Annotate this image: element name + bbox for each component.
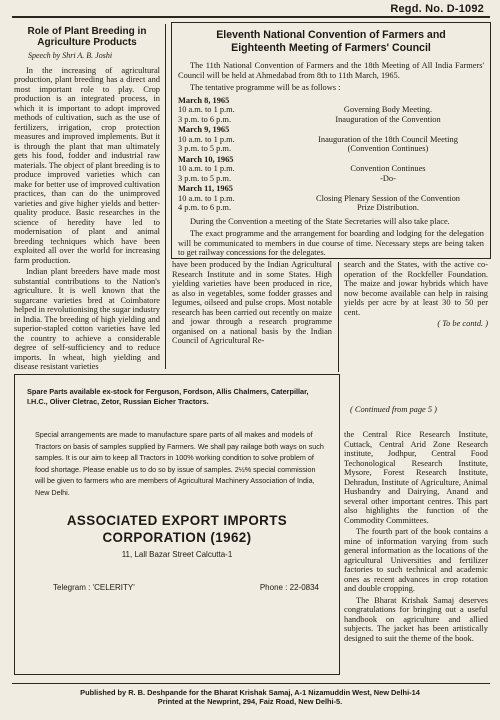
continued-column [344,430,488,643]
publisher-footer [0,688,500,706]
plant-breeding-article [14,26,160,372]
publisher-line: Published by R. B. Deshpande for the Bharat Krishak Samaj, A-1 Nizamuddin West, New Delhi-14 [80,688,420,697]
article-byline: Speech by Shri A. B. Joshi [28,51,113,60]
footer-rule [12,683,490,684]
continued-paragraph: The Bharat Krishak Samaj deserves congratulations for bringing out a useful handbook on agriculture and allied subjects. The jacket has been artistically designed to suit the theme of the book. [344,595,488,643]
programme-lead: The tentative programme will be as follows : [190,83,341,92]
schedule-row: 10 a.m. to 1 p.m. Convention Continues [178,164,426,173]
schedule-date: March 8, 1965 [178,95,230,105]
printer-line: Printed at the Newprint, 294, Faiz Road, New Delhi-5. [157,697,343,706]
schedule-date: March 10, 1965 [178,154,234,164]
ad-company-name: ASSOCIATED EXPORT IMPORTS CORPORATION (1962) [66,513,288,545]
ad-body: Special arrangements are made to manufacture spare parts of all makes and models of Tractors on basis of samples supplied by Farmers. We shall pay railage both ways on such samples. It is our aim to keep all Tractors in 100% working condition to solve problem of food shortage. Please enable us to do so by issue of samples. 2½% special commission will be given to farmers who are members of Agricultural Machinery Association of India, New Delhi. [35,430,324,497]
header-rule [12,16,490,18]
column-divider [165,24,166,369]
arrangements-note: The exact programme and the arrangement for boarding and lodging for the delegation will be communicated to members in due course of time. Necessary steps are being taken to get railway concessions for the delegates. [178,229,484,257]
ad-address: 11, Lall Bazar Street Calcutta-1 [121,550,233,559]
continued-label: ( Continued from page 5 ) [350,405,437,414]
article-paragraph: In the increasing of agricultural production, plant breeding has a direct and most important role to play. Crop production is an integrated process, in which it is important to adopt improved methods of cultivation, such as the use of fertilizers, irrigation, crop protection measures and improved implements. But it is through the plant that man ultimately gets his food, fodder and industrial raw materials. The object of plant breeding is to produce improved varieties which can make for better use of improved cultivation practices, than can do the unimproved varieties and give higher yields and better-quality produce. Basic researches in the science of heredity have led to modernisation of plant and animal breeding techniques which have been exploited all over the world for increasing farm production. [14,65,160,265]
convention-notice-box [171,22,491,259]
schedule-date: March 9, 1965 [178,125,230,134]
convention-intro: The 11th National Convention of Farmers and the 18th Meeting of All India Farmers' Council will be held at Ahmedabad from 8th to 11th March, 1965. [178,61,484,80]
middle-column [172,260,332,346]
continued-paragraph: The fourth part of the book contains a mine of information varying from such general information as the locations of the agricultural Universities and fertilizer factories to such technical and academic ones as recent advances in crop rotation and double cropping. [344,527,488,593]
spare-parts-advertisement [14,374,340,675]
schedule-row: 10 a.m. to 1 p.m. Closing Plenary Session of the Convention [178,193,460,203]
right-upper-text: search and the States, with the active co-operation of the Rockfeller Foundation. The maize and jowar hybrids which have now become available can help in raising yields per acre by at least 30 to 50 per cent. [344,260,488,317]
schedule-row: 10 a.m. to 1 p.m. Governing Body Meeting. [178,105,433,114]
ad-headline: Spare Parts available ex-stock for Ferguson, Fordson, Allis Chalmers, Caterpillar, I.H.C., Oliver Cletrac, Zetor, Russian Eicher Tractors. [27,387,309,406]
ad-contact [53,583,319,592]
continued-paragraph: the Central Rice Research Institute, Cuttack, Central Arid Zone Research institute, Jodhpur, Central Food Techonological Research Institute, Mysore, Forest Research Institute, Dehradun, Institute of Agriculture, Animal Husbandry and Dairying, Anand and several other important centres. This part also highlights the function of the Commodity Committees. [344,430,488,525]
to-be-continued: ( To be contd. ) [437,319,488,328]
schedule-row: 3 p.m. to 5 p.m. (Convention Continues) [178,144,429,153]
programme-schedule [178,96,484,213]
right-upper-column [344,260,488,329]
schedule-row: 3 p.m. to 5 p.m. -Do- [178,173,396,183]
ad-phone: Phone : 22-0834 [259,583,319,592]
column-divider [338,262,339,372]
convention-title: Eleventh National Convention of Farmers and Eighteenth Meeting of Farmers' Council [216,29,446,54]
schedule-date: March 11, 1965 [178,184,233,193]
schedule-row: 10 a.m. to 1 p.m. Inauguration of the 18th Council Meeting [178,134,458,144]
secretaries-note: During the Convention a meeting of the State Secretaries will also take place. [190,216,450,226]
middle-column-text: have been produced by the Indian Agricultural Research Institute and in some States. High yielding varieties have been produced in rice, as also in vegetables, some fodder grasses and legumes, oilseed and pulse crops. Most notable research has been carried out recently on maize and jowar through a research programme organised on a national basis by the Indian Council of Agricultural Re- [172,260,332,345]
schedule-row: 4 p.m. to 6 p.m. Prize Distribution. [178,203,419,212]
registration-number: Regd. No. D-1092 [390,3,484,15]
article-title: Role of Plant Breeding in Agriculture Products [27,26,147,48]
ad-telegram: Telegram : 'CELERITY' [53,583,135,592]
schedule-row: 3 p.m. to 6 p.m. Inauguration of the Convention [178,114,441,124]
article-paragraph: Indian plant breeders have made most substantial contributions to the Nation's agriculture. It is well known that the sugarcane varieties bred at Coimbatore helped in revolutionising the sugar industry in India. The breeding of high yielding and superior-stapled cotton varieties have led the country to achieve a considerable degree of self-sufficiency and to reduce imports. In wheat, high yielding and disease resistant varieties [14,267,160,371]
